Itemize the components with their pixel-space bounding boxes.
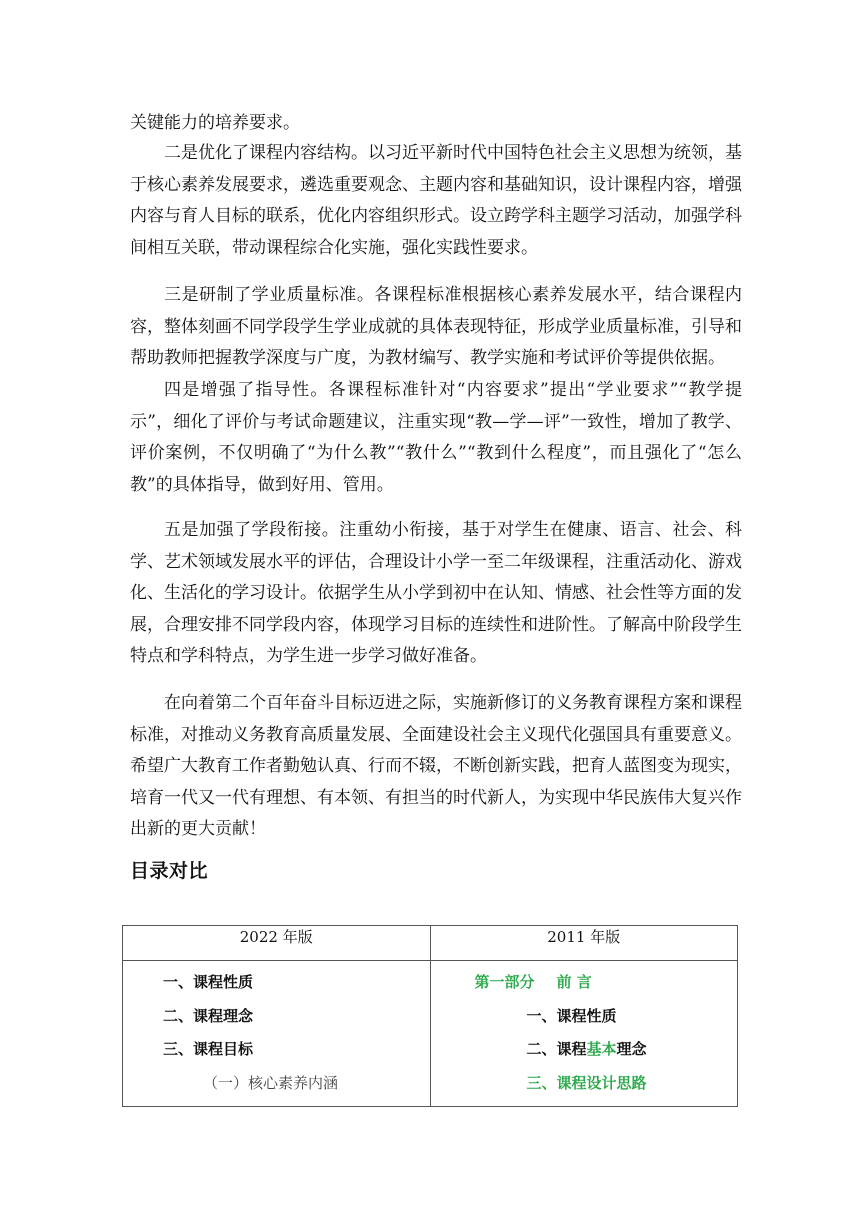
toc-subitem: （一）核心素养内涵: [203, 1073, 339, 1092]
paragraph-quality-standard: 三是研制了学业质量标准。各课程标准根据核心素养发展水平，结合课程内容，整体刻画不同学段学生学业成就的具体表现特征，形成学业质量标准，引导和帮助教师把握教学深度与广度，为教材编写、教学实施和考试评价等提供依据。: [130, 285, 742, 368]
toc-item-text: 二、课程: [526, 1040, 587, 1058]
paragraph-continuation: 关键能力的培养要求。: [130, 113, 300, 133]
paragraph-stage-connection: 五是加强了学段衔接。注重幼小衔接，基于对学生在健康、语言、社会、科学、艺术领域发展水平的评估，合理设计小学一至二年级课程，注重活动化、游戏化、生活化的学习设计。依据学生从小学到初中在认知、情感、社会性等方面的发展，合理安排不同学段内容，体现学习目标的连续性和进阶性。了解高中阶段学生特点和学科特点，为学生进一步学习做好准备。: [130, 520, 742, 666]
toc-2011-cell: [430, 961, 738, 1107]
toc-item: 三、课程目标: [163, 1040, 254, 1058]
section-heading: 目录对比: [130, 860, 209, 882]
toc-item-text: 三、: [526, 1073, 557, 1092]
paragraph-guidance: 四是增强了指导性。各课程标准针对“内容要求”提出“学业要求”“教学提示”，细化了评价与考试命题建议，注重实现“教—学—评”一致性，增加了教学、评价案例，不仅明确了“为什么教”“教什么”“教到什么程度”，而且强化了“怎么教”的具体指导，做到好用、管用。: [130, 380, 742, 495]
toc-2022-cell: [123, 961, 431, 1107]
toc-item: [431, 1000, 738, 1034]
part-label: 第一部分: [474, 973, 535, 991]
part-title: 前 言: [556, 973, 592, 991]
toc-item: 一、课程性质: [163, 973, 254, 991]
column-header-2011: 2011 年版: [430, 926, 738, 961]
toc-comparison-table: [122, 925, 738, 1107]
paragraph-conclusion: 在向着第二个百年奋斗目标迈进之际，实施新修订的义务教育课程方案和课程标准，对推动义务教育高质量发展、全面建设社会主义现代化强国具有重要意义。希望广大教育工作者勤勉认真、行而不辍，不断创新实践，把育人蓝图变为现实，培育一代又一代有理想、有本领、有担当的时代新人，为实现中华民族伟大复兴作出新的更大贡献！: [130, 693, 742, 839]
column-header-2022: 2022 年版: [123, 926, 431, 961]
toc-item-highlight: 课程设计思路: [556, 1073, 647, 1092]
toc-item-text: 一、课程性质: [526, 1006, 617, 1025]
toc-item-text-suffix: 理念: [616, 1040, 647, 1058]
toc-part-heading: [431, 966, 738, 1000]
toc-item: [431, 1033, 738, 1067]
paragraph-content-structure: 二是优化了课程内容结构。以习近平新时代中国特色社会主义思想为统领，基于核心素养发展要求，遴选重要观念、主题内容和基础知识，设计课程内容，增强内容与育人目标的联系，优化内容组织形式。设立跨学科主题学习活动，加强学科间相互关联，带动课程综合化实施，强化实践性要求。: [130, 143, 742, 258]
toc-item-highlight: 基本: [586, 1040, 617, 1058]
toc-item: [431, 1067, 738, 1101]
toc-item: 二、课程理念: [163, 1006, 254, 1025]
